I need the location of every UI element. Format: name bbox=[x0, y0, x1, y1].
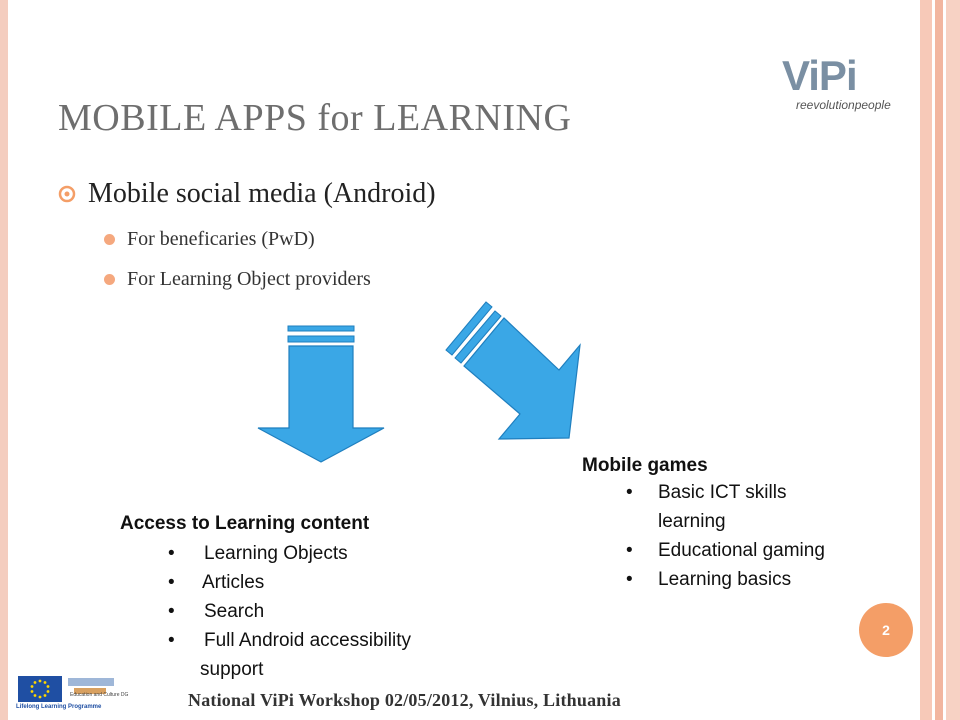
games-box bbox=[582, 455, 825, 594]
page-number-badge: 2 bbox=[859, 603, 913, 657]
list-item: • Educational gaming bbox=[626, 540, 825, 561]
diagonal-arrow-icon bbox=[446, 302, 580, 439]
footer-text: National ViPi Workshop 02/05/2012, Vilnius, Lithuania bbox=[188, 690, 621, 710]
eu-logo bbox=[14, 672, 174, 714]
eu-text-2: Lifelong Learning Programme bbox=[16, 704, 102, 710]
eu-text-1: Education and Culture DG bbox=[70, 692, 129, 698]
list-item: • Learning basics bbox=[626, 569, 792, 590]
slide-title: MOBILE APPS for LEARNING bbox=[58, 97, 572, 139]
list-item: • Full Android accessibility bbox=[168, 630, 411, 651]
main-bullet-text: Mobile social media (Android) bbox=[88, 178, 436, 209]
logo-text: ViPi bbox=[782, 52, 857, 99]
logo-tagline: reevolutionpeople bbox=[796, 98, 891, 112]
access-heading: Access to Learning content bbox=[120, 513, 370, 534]
list-item: • Search bbox=[168, 601, 265, 622]
list-item: • Learning Objects bbox=[168, 543, 348, 564]
access-box bbox=[120, 513, 411, 684]
list-item: • Basic ICT skills bbox=[626, 482, 787, 503]
games-heading: Mobile games bbox=[582, 455, 708, 476]
sub-bullet-text: For beneficaries (PwD) bbox=[127, 228, 315, 250]
list-item-continuation: support bbox=[200, 659, 264, 680]
sub-bullet-text: For Learning Object providers bbox=[127, 268, 371, 290]
list-item: • Articles bbox=[168, 572, 265, 593]
down-arrow-icon bbox=[258, 326, 384, 462]
list-item-continuation: learning bbox=[658, 511, 726, 532]
